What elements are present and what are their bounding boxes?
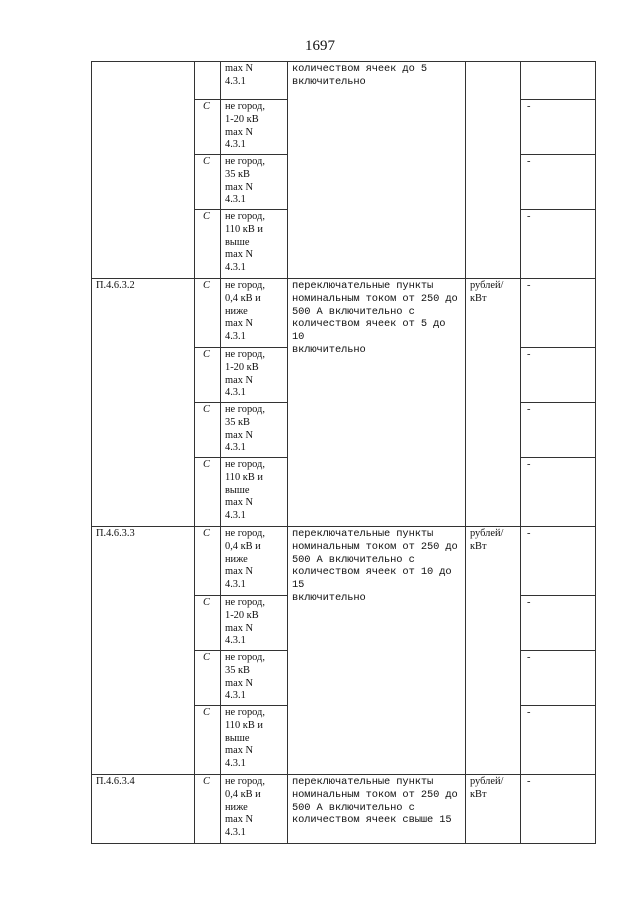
item-code: П.4.6.3.4 xyxy=(92,775,195,844)
voltage-level-cell: не город, 35 кВ max N 4.3.1 xyxy=(221,651,288,706)
unit-cell: рублей/ кВт xyxy=(466,775,521,844)
category-cell: С xyxy=(195,279,221,348)
category-cell: С xyxy=(195,348,221,403)
value-cell xyxy=(521,62,596,100)
value-cell: - xyxy=(521,596,596,651)
value-cell: - xyxy=(521,155,596,210)
table-row xyxy=(92,62,596,100)
item-code: П.4.6.3.3 xyxy=(92,527,195,775)
voltage-level-cell: не город, 35 кВ max N 4.3.1 xyxy=(221,403,288,458)
voltage-level-cell: не город, 110 кВ и выше max N 4.3.1 xyxy=(221,210,288,279)
category-cell: С xyxy=(195,651,221,706)
description-cell: количеством ячеек до 5 включительно xyxy=(288,62,466,279)
value-cell: - xyxy=(521,706,596,775)
voltage-level-cell: не город, 1-20 кВ max N 4.3.1 xyxy=(221,348,288,403)
value-cell: - xyxy=(521,775,596,844)
unit-cell: рублей/ кВт xyxy=(466,527,521,775)
description-cell: переключательные пункты номинальным током от 250 до 500 А включительно с количеством ячеек свыше 15 xyxy=(288,775,466,844)
voltage-level-cell: не город, 35 кВ max N 4.3.1 xyxy=(221,155,288,210)
value-cell: - xyxy=(521,348,596,403)
category-cell: С xyxy=(195,527,221,596)
table-body xyxy=(92,62,596,844)
table-row xyxy=(92,775,596,844)
tariff-table xyxy=(91,61,596,844)
category-cell: С xyxy=(195,596,221,651)
description-cell: переключательные пункты номинальным током от 250 до 500 А включительно с количеством ячеек от 10 до 15 включительно xyxy=(288,527,466,775)
table-row xyxy=(92,279,596,348)
unit-cell: рублей/ кВт xyxy=(466,279,521,527)
item-code xyxy=(92,62,195,279)
voltage-level-cell: не город, 1-20 кВ max N 4.3.1 xyxy=(221,100,288,155)
value-cell: - xyxy=(521,458,596,527)
item-code: П.4.6.3.2 xyxy=(92,279,195,527)
value-cell: - xyxy=(521,403,596,458)
category-cell: С xyxy=(195,155,221,210)
voltage-level-cell: не город, 110 кВ и выше max N 4.3.1 xyxy=(221,458,288,527)
voltage-level-cell: не город, 0,4 кВ и ниже max N 4.3.1 xyxy=(221,775,288,844)
table-row xyxy=(92,527,596,596)
voltage-level-cell: не город, 0,4 кВ и ниже max N 4.3.1 xyxy=(221,279,288,348)
unit-cell xyxy=(466,62,521,279)
category-cell: С xyxy=(195,210,221,279)
voltage-level-cell: не город, 0,4 кВ и ниже max N 4.3.1 xyxy=(221,527,288,596)
voltage-level-cell: max N 4.3.1 xyxy=(221,62,288,100)
page-number: 1697 xyxy=(305,38,335,54)
category-cell: С xyxy=(195,458,221,527)
category-cell xyxy=(195,62,221,100)
value-cell: - xyxy=(521,527,596,596)
voltage-level-cell: не город, 110 кВ и выше max N 4.3.1 xyxy=(221,706,288,775)
category-cell: С xyxy=(195,100,221,155)
category-cell: С xyxy=(195,775,221,844)
category-cell: С xyxy=(195,403,221,458)
value-cell: - xyxy=(521,210,596,279)
voltage-level-cell: не город, 1-20 кВ max N 4.3.1 xyxy=(221,596,288,651)
value-cell: - xyxy=(521,651,596,706)
description-cell: переключательные пункты номинальным током от 250 до 500 А включительно с количеством ячеек от 5 до 10 включительно xyxy=(288,279,466,527)
value-cell: - xyxy=(521,100,596,155)
category-cell: С xyxy=(195,706,221,775)
value-cell: - xyxy=(521,279,596,348)
